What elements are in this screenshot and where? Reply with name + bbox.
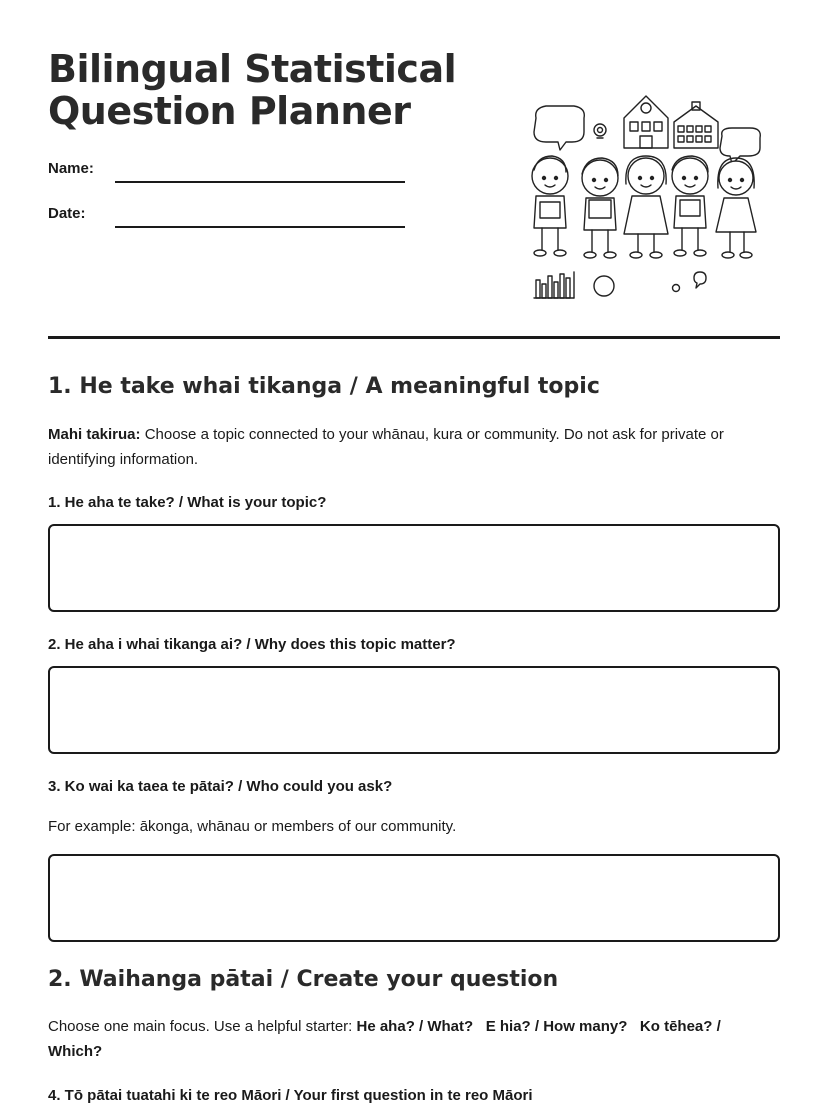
starter-which: Ko tēhea? / Which? xyxy=(48,1018,721,1060)
page-title xyxy=(48,48,456,132)
name-label: Name: xyxy=(48,160,94,177)
children-school-illustration-icon xyxy=(522,88,772,303)
section-2-heading: 2. Waihanga pātai / Create your question xyxy=(48,967,559,992)
section-1-intro-text: Choose a topic connected to your whānau, kura or community. Do not ask for private or identifying information. xyxy=(48,426,724,468)
section-2-intro xyxy=(48,1014,748,1064)
question-1-label: 1. He aha te take? / What is your topic? xyxy=(48,494,327,511)
question-4-label: 4. Tō pātai tuatahi ki te reo Māori / Your first question in te reo Māori xyxy=(48,1087,533,1104)
question-3-example: For example: ākonga, whānau or members of our community. xyxy=(48,818,457,835)
question-1-answer-box[interactable] xyxy=(48,524,780,612)
section-2-intro-text: Choose one main focus. Use a helpful starter: xyxy=(48,1018,357,1035)
starter-what: He aha? / What? xyxy=(356,1018,474,1035)
header-divider xyxy=(48,336,780,339)
name-field[interactable] xyxy=(115,181,405,183)
section-1-heading: 1. He take whai tikanga / A meaningful topic xyxy=(48,374,600,399)
question-3-answer-box[interactable] xyxy=(48,854,780,942)
section-1-intro-bold: Mahi takirua: xyxy=(48,426,141,443)
date-label: Date: xyxy=(48,205,86,222)
title-line-2: Question Planner xyxy=(48,89,411,133)
starter-how-many: E hia? / How many? xyxy=(485,1018,628,1035)
question-3-label: 3. Ko wai ka taea te pātai? / Who could you ask? xyxy=(48,778,393,795)
question-2-answer-box[interactable] xyxy=(48,666,780,754)
question-2-label: 2. He aha i whai tikanga ai? / Why does this topic matter? xyxy=(48,636,456,653)
date-field[interactable] xyxy=(115,226,405,228)
title-line-1: Bilingual Statistical xyxy=(48,47,457,91)
section-1-intro xyxy=(48,422,780,472)
